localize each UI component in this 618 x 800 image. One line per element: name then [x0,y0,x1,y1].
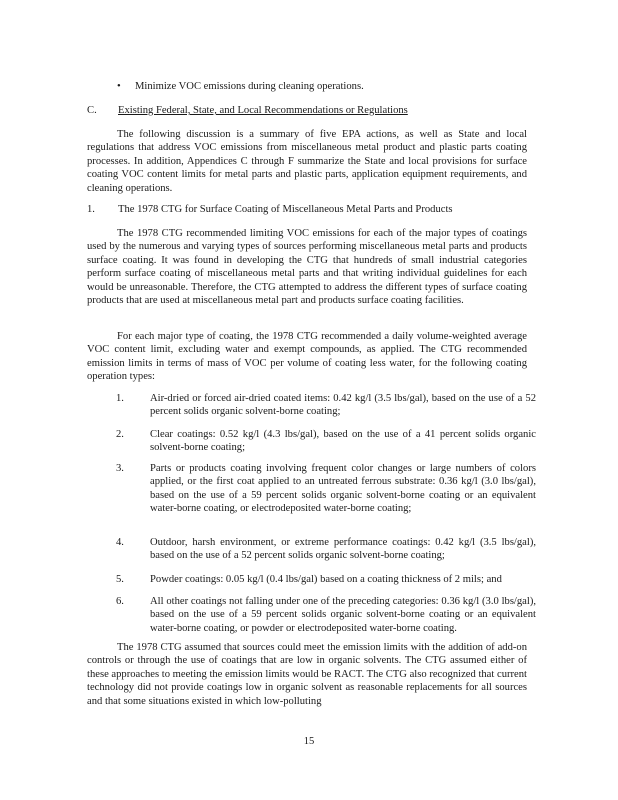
body-paragraph-3: For each major type of coating, the 1978 CTG recommended a daily volume-weighted average VOC content limit, excluding water and exempt compounds, as applied. The CTG recommended emission limits in terms of mass of VOC per volume of coating less water, for the following coating operation types: [87,331,527,383]
list-item-text: Outdoor, harsh environment, or extreme performance coatings: 0.42 kg/l (3.5 lbs/gal), based on the use of a 52 percent solids organic solvent-borne coating; [150,537,536,562]
body-paragraph-4: The 1978 CTG assumed that sources could meet the emission limits with the addition of add-on controls or through the use of coatings that are low in organic solvents. The CTG assumed either of these approaches to meeting the emission limits would be RACT. The CTG also recognized that current technology did not provide coatings low in organic solvent as reasonable replacements for all sources and that some situations existed in which low-polluting [87,642,527,707]
page-number: 15 [303,736,315,747]
list-item [116,428,536,455]
list-item [116,573,536,586]
list-item-text: Air-dried or forced air-dried coated items: 0.42 kg/l (3.5 lbs/gal), based on the use of a 52 percent solids organic solvent-borne coating; [150,393,536,418]
list-item-text: All other coatings not falling under one of the preceding categories: 0.36 kg/l (3.0 lbs/gal), based on the use of a 59 percent solids organic solvent-borne coating or an equivalent water-borne coating, or powder or electrodeposited water-borne coating. [150,596,536,634]
list-item-number: 6. [116,596,124,607]
intro-paragraph: The following discussion is a summary of five EPA actions, as well as State and local regulations that address VOC emissions from miscellaneous metal product and plastic parts coating processes. In addition, Appendices C through F summarize the State and local provisions for surface coating VOC content limits for metal parts and plastic parts, application equipment requirements, and cleaning operations. [87,129,527,194]
subsection-label: 1. [87,204,95,215]
list-item [116,462,536,516]
list-item-text: Clear coatings: 0.52 kg/l (4.3 lbs/gal), based on the use of a 41 percent solids organic solvent-borne coating; [150,429,536,454]
bullet-item [117,80,557,93]
section-title: Existing Federal, State, and Local Recommendations or Regulations [118,105,408,116]
list-item-number: 1. [116,393,124,404]
list-item-number: 3. [116,463,124,474]
list-item-text: Parts or products coating involving frequent color changes or large numbers of colors applied, or the first coat applied to an untreated ferrous substrate: 0.36 kg/l (3.0 lbs/gal), based on the use of a 59 percent solids organic solvent-borne coating or an equivalent water-borne coating, or electrodeposited water-borne coating; [150,463,536,515]
list-item [116,392,536,419]
body-paragraph-2: The 1978 CTG recommended limiting VOC emissions for each of the major types of coatings used by the numerous and varying types of sources performing miscellaneous metal parts and products surface coating. It was found in developing the CTG that hundreds of small industrial categories perform surface coating of miscellaneous metal parts and that writing individual guidelines for each would be unreasonable. Therefore, the CTG attempted to address the different types of surface coating products that are used at miscellaneous metal part and products surface coating facilities. [87,228,527,307]
list-item-number: 4. [116,537,124,548]
section-label: C. [87,105,97,116]
list-item-number: 2. [116,429,124,440]
list-item [116,536,536,563]
section-heading [87,104,557,117]
list-item-number: 5. [116,574,124,585]
list-item-text: Powder coatings: 0.05 kg/l (0.4 lbs/gal) based on a coating thickness of 2 mils; and [150,574,502,585]
list-item [116,595,536,635]
bullet-symbol: • [117,81,121,92]
bullet-text: Minimize VOC emissions during cleaning operations. [135,81,364,92]
subsection-title: The 1978 CTG for Surface Coating of Miscellaneous Metal Parts and Products [118,204,453,215]
subsection-heading [87,203,557,216]
